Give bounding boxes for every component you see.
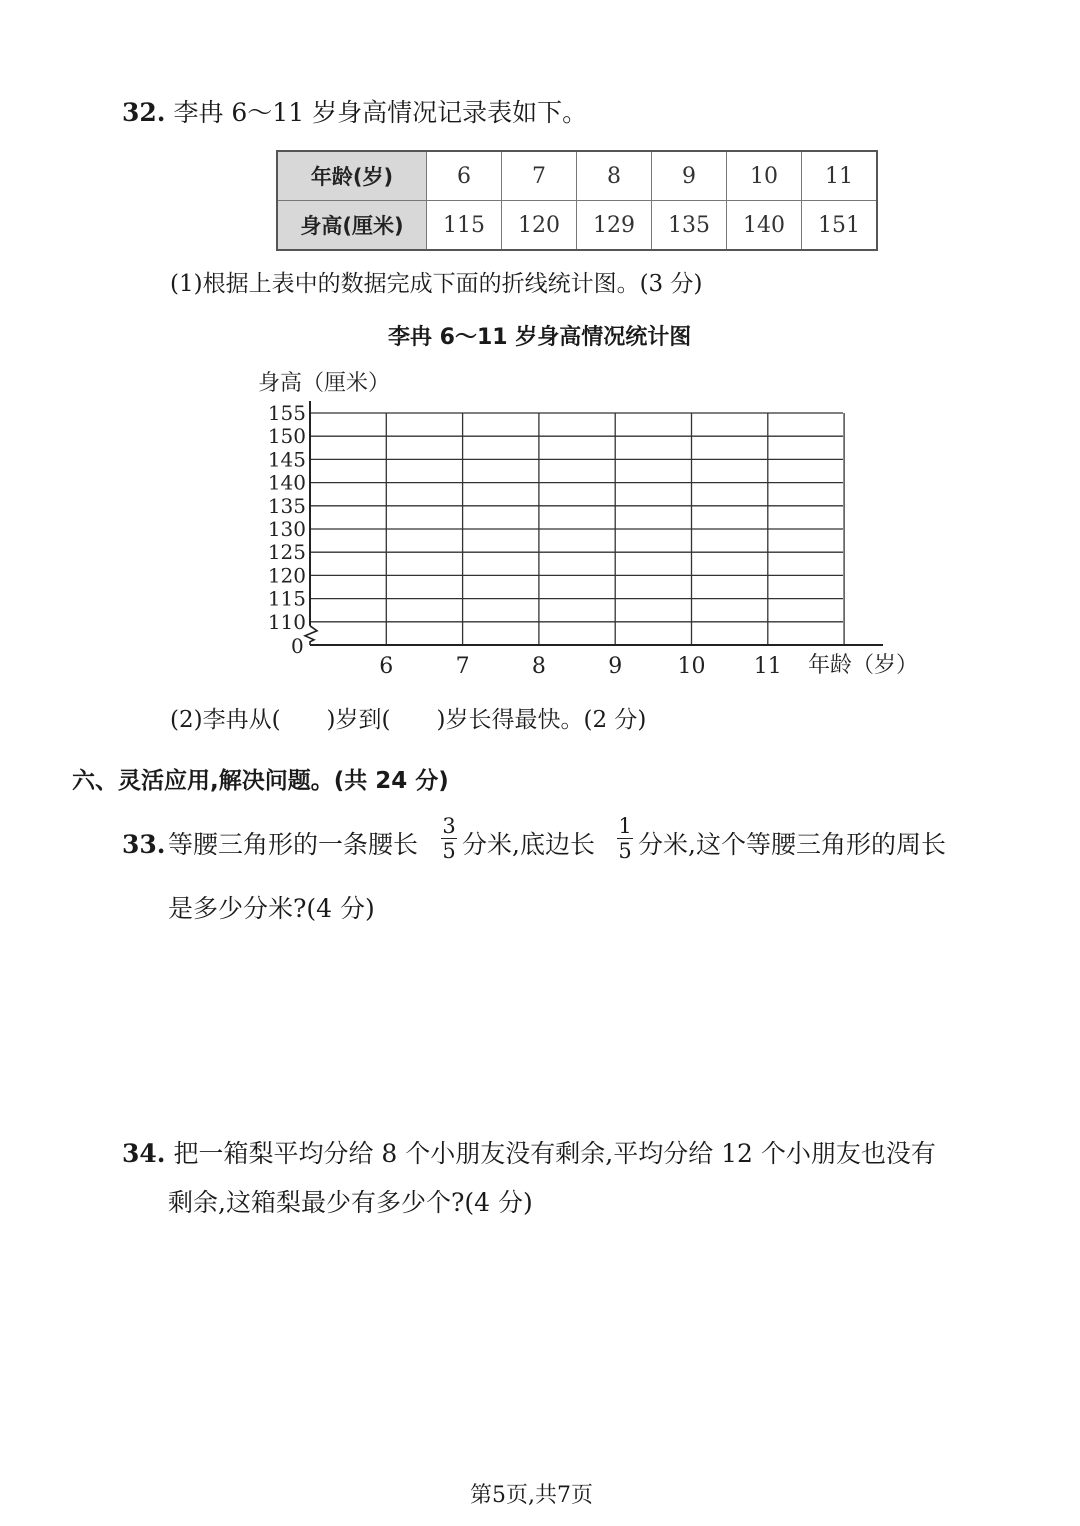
height-record-table — [276, 150, 878, 251]
age-cell: 10 — [727, 151, 802, 201]
y-tick-label: 115 — [267, 586, 306, 611]
q32-line — [122, 98, 587, 128]
height-cell: 135 — [652, 201, 727, 251]
age-cell: 8 — [577, 151, 652, 201]
y-tick-label: 135 — [267, 493, 306, 518]
x-tick-label: 11 — [753, 654, 782, 679]
row-header-height: 身高(厘米) — [277, 201, 427, 251]
x-tick-label: 10 — [677, 654, 706, 679]
q34-number: 34. — [122, 1139, 166, 1168]
fraction-one-fifth — [617, 815, 633, 862]
y-origin-label: 0 — [291, 634, 304, 658]
table-row-age — [277, 151, 877, 201]
age-cell: 9 — [652, 151, 727, 201]
x-axis-label: 年龄（岁） — [808, 653, 919, 678]
page-footer: 第5页,共7页 — [470, 1483, 593, 1508]
height-cell: 120 — [502, 201, 577, 251]
chart-axes — [305, 401, 883, 645]
q33-text-a: 等腰三角形的一条腰长 — [168, 830, 419, 859]
fraction-denominator: 5 — [618, 839, 632, 863]
q34-line2: 剩余,这箱梨最少有多少个?(4 分) — [168, 1188, 533, 1217]
height-cell: 140 — [727, 201, 802, 251]
y-tick-label: 120 — [267, 563, 306, 588]
q32-part1: (1)根据上表中的数据完成下面的折线统计图。(3 分) — [170, 271, 703, 297]
age-cell: 11 — [802, 151, 878, 201]
y-tick-label: 130 — [267, 517, 306, 541]
age-cell: 6 — [427, 151, 502, 201]
q33-text-b: 分米,底边长 — [462, 830, 595, 859]
x-tick-label: 6 — [379, 654, 394, 679]
fraction-numerator: 3 — [442, 814, 456, 838]
chart-title: 李冉 6～11 岁身高情况统计图 — [388, 325, 692, 350]
fraction-numerator: 1 — [618, 814, 632, 838]
height-cell: 115 — [427, 201, 502, 251]
x-tick-label: 8 — [531, 654, 546, 679]
x-tick-labels — [379, 654, 782, 679]
q33-number: 33. — [122, 830, 166, 859]
fraction-three-fifths — [441, 815, 457, 862]
table-row-height — [277, 201, 877, 251]
y-tick-label: 145 — [267, 447, 306, 472]
q32-intro: 李冉 6～11 岁身高情况记录表如下。 — [173, 98, 588, 127]
y-tick-label: 150 — [267, 424, 306, 449]
y-tick-label: 155 — [267, 401, 306, 425]
y-tick-label: 110 — [267, 609, 306, 634]
q33-line1 — [122, 830, 166, 860]
height-line-chart — [0, 360, 1080, 690]
y-tick-label: 125 — [267, 540, 306, 565]
q32-part2: (2)李冉从( )岁到( )岁长得最快。(2 分) — [170, 707, 647, 733]
y-axis-label: 身高（厘米） — [258, 371, 391, 396]
row-header-age: 年龄(岁) — [277, 151, 427, 201]
age-cell: 7 — [502, 151, 577, 201]
q34-line1 — [122, 1139, 936, 1169]
q32-number: 32. — [122, 98, 166, 127]
q34-text-line1: 把一箱梨平均分给 8 个小朋友没有剩余,平均分给 12 个小朋友也没有 — [173, 1139, 936, 1168]
q33-line2: 是多少分米?(4 分) — [168, 894, 375, 923]
height-cell: 129 — [577, 201, 652, 251]
chart-grid — [310, 413, 844, 645]
section-6-title: 六、灵活应用,解决问题。(共 24 分) — [72, 768, 449, 794]
axis-break-mark — [305, 626, 317, 645]
y-tick-label: 140 — [267, 470, 306, 495]
fraction-denominator: 5 — [442, 839, 456, 863]
q33-text-c: 分米,这个等腰三角形的周长 — [638, 830, 946, 859]
height-cell: 151 — [802, 201, 878, 251]
x-tick-label: 9 — [608, 654, 623, 679]
x-tick-label: 7 — [455, 654, 470, 679]
y-tick-labels — [268, 401, 306, 634]
